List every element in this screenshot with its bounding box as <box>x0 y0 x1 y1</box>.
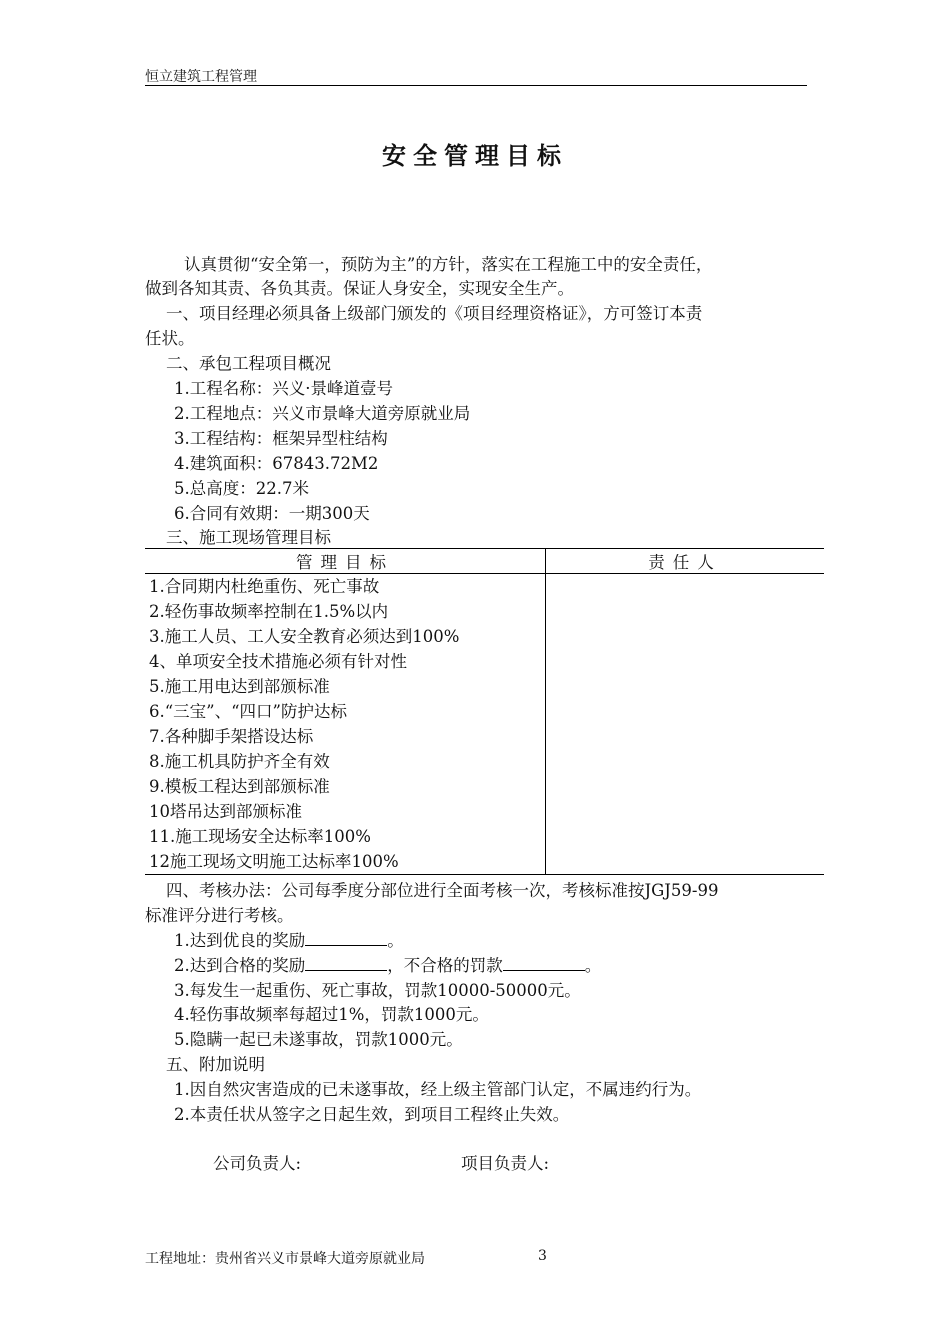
reward-excellent-end: 。 <box>387 931 404 950</box>
goal-item: 4、单项安全技术措施必须有针对性 <box>149 652 407 671</box>
goal-item: 5.施工用电达到部颁标准 <box>149 677 330 696</box>
section3-heading: 三、施工现场管理目标 <box>166 528 331 547</box>
section1-line-2: 任状。 <box>145 329 195 348</box>
section1-line-1: 一、项目经理必须具备上级部门颁发的《项目经理资格证》，方可签订本责 <box>166 304 703 323</box>
penalty-concealment: 5.隐瞒一起已未遂事故，罚款1000元。 <box>174 1030 463 1049</box>
goals-cell <box>145 574 546 875</box>
section4-line-2: 标准评分进行考核。 <box>145 906 294 925</box>
section5-heading: 五、附加说明 <box>166 1055 265 1074</box>
responsible-person-cell <box>546 574 825 875</box>
penalty-unqualified-label: ，不合格的罚款 <box>387 956 503 975</box>
project-signature-label: 项目负责人: <box>461 1154 550 1173</box>
project-location: 2.工程地点：兴义市景峰大道旁原就业局 <box>174 404 471 423</box>
goal-item: 3.施工人员、工人安全教育必须达到100% <box>149 627 460 646</box>
reward-excellent-blank <box>305 931 387 946</box>
reward-qualified-blank <box>305 956 387 971</box>
note-natural-disaster: 1.因自然灾害造成的已未遂事故，经上级主管部门认定，不属违约行为。 <box>174 1080 702 1099</box>
reward-qualified-label: 2.达到合格的奖励 <box>174 956 306 975</box>
goal-item: 9.模板工程达到部颁标准 <box>149 777 330 796</box>
goal-item: 6.“三宝”、“四口”防护达标 <box>149 702 347 721</box>
goal-item: 1.合同期内杜绝重伤、死亡事故 <box>149 577 380 596</box>
project-area: 4.建筑面积：67843.72M2 <box>174 454 379 473</box>
penalty-unqualified-blank <box>503 956 585 971</box>
page-number: 3 <box>538 1248 547 1264</box>
column-header-goals: 管理目标 <box>145 549 546 574</box>
table-body-row <box>145 574 824 875</box>
project-name: 1.工程名称：兴义·景峰道壹号 <box>174 379 393 398</box>
page-header: 恒立建筑工程管理 <box>145 69 257 85</box>
section4-line-1: 四、考核办法：公司每季度分部位进行全面考核一次，考核标准按JGJ59-99 <box>166 881 719 900</box>
company-signature-label: 公司负责人: <box>213 1154 302 1173</box>
table-header-row <box>145 549 824 574</box>
goal-item: 2.轻伤事故频率控制在1.5%以内 <box>149 602 389 621</box>
goal-item: 7.各种脚手架搭设达标 <box>149 727 314 746</box>
footer-address: 工程地址：贵州省兴义市景峰大道旁原就业局 <box>145 1251 425 1267</box>
penalty-minor-injury: 4.轻伤事故频率每超过1%，罚款1000元。 <box>174 1005 489 1024</box>
management-goals-table <box>145 548 824 875</box>
penalty-serious-accident: 3.每发生一起重伤、死亡事故，罚款10000-50000元。 <box>174 981 581 1000</box>
goal-item: 10塔吊达到部颁标准 <box>149 802 302 821</box>
project-height: 5.总高度：22.7米 <box>174 479 309 498</box>
header-rule <box>145 85 807 86</box>
section2-heading: 二、承包工程项目概况 <box>166 354 331 373</box>
reward-qualified-line <box>174 955 601 977</box>
goal-item: 8.施工机具防护齐全有效 <box>149 752 330 771</box>
intro-line-1: 认真贯彻“安全第一，预防为主”的方针，落实在工程施工中的安全责任， <box>184 255 713 274</box>
note-effective-period: 2.本责任状从签字之日起生效，到项目工程终止失效。 <box>174 1105 570 1124</box>
reward-excellent-line <box>174 930 404 952</box>
reward-excellent-label: 1.达到优良的奖励 <box>174 931 306 950</box>
column-header-responsible: 责任人 <box>546 549 825 574</box>
intro-line-2: 做到各知其责、各负其责。保证人身安全，实现安全生产。 <box>145 279 574 298</box>
project-contract-period: 6.合同有效期：一期300天 <box>174 504 370 523</box>
goal-item: 11.施工现场安全达标率100% <box>149 827 371 846</box>
project-structure: 3.工程结构：框架异型柱结构 <box>174 429 388 448</box>
goal-item: 12施工现场文明施工达标率100% <box>149 852 399 871</box>
reward-qualified-end: 。 <box>584 956 602 975</box>
page-title: 安全管理目标 <box>382 141 568 170</box>
